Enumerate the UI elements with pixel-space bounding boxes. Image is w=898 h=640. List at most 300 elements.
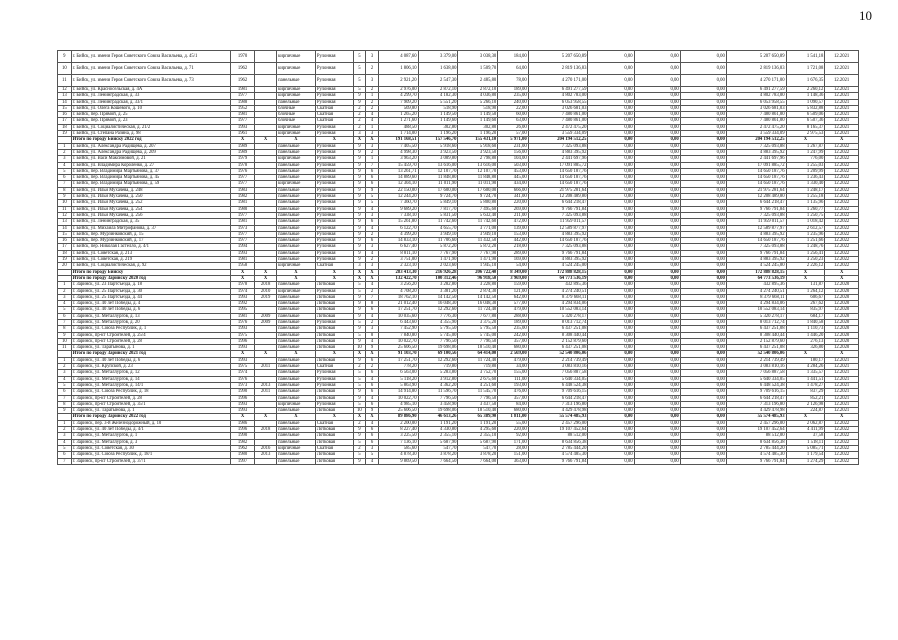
table-cell: 0,00 bbox=[680, 357, 726, 363]
table-cell: 0,00 bbox=[588, 307, 634, 313]
table-cell: 0,00 bbox=[588, 118, 634, 124]
table-cell: 8 308 440,44 bbox=[726, 332, 786, 338]
table-cell: 1 235,96 bbox=[786, 231, 825, 237]
table-cell: 171,00 bbox=[498, 439, 528, 445]
table-cell: 6 644 218,47 bbox=[528, 200, 588, 206]
table-cell: 4 574 485,30 bbox=[726, 452, 786, 458]
table-cell: 1996 bbox=[230, 395, 254, 401]
table-cell: 2013 bbox=[255, 382, 277, 388]
table-cell: 12.2022 bbox=[825, 187, 859, 193]
table-cell: 11 848,80 bbox=[418, 175, 458, 181]
table-cell: Рулонная bbox=[315, 238, 353, 244]
table-cell: 9 bbox=[353, 395, 366, 401]
table-cell: 2 bbox=[366, 105, 379, 111]
table-cell: 3 963,20 bbox=[378, 156, 418, 162]
table-cell: 6 509,06 bbox=[786, 112, 825, 118]
table-cell: 835,97 bbox=[786, 307, 825, 313]
table-cell: 1 274,29 bbox=[786, 458, 825, 464]
table-cell: 22 150,00 bbox=[378, 187, 418, 193]
table-body bbox=[58, 51, 859, 465]
table-cell: 9 766 791,84 bbox=[528, 206, 588, 212]
table-cell: 1974 bbox=[230, 370, 254, 376]
table-cell: Рулонная bbox=[315, 156, 353, 162]
table-cell: 5 971,00 bbox=[498, 137, 528, 143]
table-cell: г. Заринск, ул. 40 лет Победы, д. 6 bbox=[71, 307, 230, 313]
table-cell: 0,00 bbox=[634, 269, 680, 275]
table-cell: 2 569,00 bbox=[498, 351, 528, 357]
table-cell: 11 742,60 bbox=[458, 219, 498, 225]
table-cell: 2 975,53 bbox=[786, 131, 825, 137]
table-cell: 3 969,00 bbox=[498, 275, 528, 281]
table-cell: г. Бийск, ул. Владимира Короленко, д. 27 bbox=[71, 162, 230, 168]
table-cell: 52 540 806,06 bbox=[528, 351, 588, 357]
table-cell: г. Бийск, пер. Мурзинковский, д. 17 bbox=[71, 238, 230, 244]
table-cell: 0,00 bbox=[680, 332, 726, 338]
table-cell: 18 762,10 bbox=[378, 294, 418, 300]
table-cell: 12.2021 bbox=[825, 376, 859, 382]
table-cell: панельные bbox=[277, 364, 316, 370]
table-cell: 6 bbox=[58, 175, 72, 181]
table-cell: 0,00 bbox=[680, 445, 726, 451]
table-cell: 1 271,60 bbox=[378, 118, 418, 124]
table-cell: 12 208 489,80 bbox=[528, 194, 588, 200]
table-cell: Рулонная bbox=[315, 175, 353, 181]
table-cell: 14 650 187,76 bbox=[726, 168, 786, 174]
table-cell: г. Заринск, ул. Металлургов, д. 14 bbox=[71, 376, 230, 382]
table-cell: 0,00 bbox=[680, 231, 726, 237]
table-cell: 3 375,20 bbox=[458, 319, 498, 325]
table-cell: 0,00 bbox=[680, 257, 726, 263]
table-cell: 0,00 bbox=[634, 87, 680, 93]
table-cell: 10 022,70 bbox=[378, 338, 418, 344]
table-cell: 1 518,11 bbox=[786, 439, 825, 445]
table-cell: 2 260,12 bbox=[786, 87, 825, 93]
table-cell: 1 209,99 bbox=[786, 168, 825, 174]
table-cell: 7 136,10 bbox=[378, 439, 418, 445]
table-cell: 0,00 bbox=[588, 433, 634, 439]
table-cell: 3 083 810,16 bbox=[528, 364, 588, 370]
table-cell: 0,00 bbox=[588, 231, 634, 237]
table-cell: 18 510,40 bbox=[458, 345, 498, 351]
table-cell: 11 bbox=[58, 345, 72, 351]
table-cell: 269,00 bbox=[498, 206, 528, 212]
table-cell: 14 650 187,76 bbox=[528, 181, 588, 187]
table-cell: 5 bbox=[353, 319, 366, 325]
table-cell: 0,00 bbox=[634, 175, 680, 181]
table-cell: 0,00 bbox=[588, 238, 634, 244]
table-cell: панельные bbox=[277, 99, 316, 105]
table-cell: 12.2022 bbox=[825, 263, 859, 269]
table-cell: X bbox=[255, 137, 277, 143]
table-cell: г. Бийск, пер. Владимира Мартьянова, д. 37 bbox=[71, 168, 230, 174]
table-cell: 21 975 281,64 bbox=[726, 187, 786, 193]
table-cell: 9 bbox=[353, 307, 366, 313]
table-cell: 64 773 536,19 bbox=[528, 275, 588, 281]
table-cell: 12.2022 bbox=[825, 168, 859, 174]
table-cell: 9 bbox=[353, 250, 366, 256]
table-cell: 2 457 296,00 bbox=[528, 420, 588, 426]
table-cell: 479,00 bbox=[498, 307, 528, 313]
table-cell: 5 551,20 bbox=[418, 99, 458, 105]
table-cell: 3 437,50 bbox=[458, 401, 498, 407]
table-cell: 14 bbox=[58, 225, 72, 231]
table-cell: 14 833,10 bbox=[378, 238, 418, 244]
table-cell: 5 bbox=[353, 51, 366, 63]
table-cell: 8 349,00 bbox=[498, 269, 528, 275]
table-cell: 1993 bbox=[230, 250, 254, 256]
table-cell: г. Бийск, ул. Александра Радищева, д. 207 bbox=[71, 143, 230, 149]
table-cell: 5 831,50 bbox=[418, 212, 458, 218]
table-cell: 1995 bbox=[230, 307, 254, 313]
table-cell: 9 bbox=[353, 389, 366, 395]
table-cell: 2 bbox=[58, 364, 72, 370]
table-cell: 1993 bbox=[230, 294, 254, 300]
table-cell: 12 107,70 bbox=[458, 168, 498, 174]
table-cell: 0,00 bbox=[588, 225, 634, 231]
table-cell: г. Заринск, ул. 25 Партсъезда, д. 44 bbox=[71, 294, 230, 300]
table-cell: 12.2021 bbox=[825, 112, 859, 118]
table-cell: 0,00 bbox=[634, 162, 680, 168]
table-cell: 11 bbox=[58, 206, 72, 212]
table-cell: 9 bbox=[353, 338, 366, 344]
table-cell: Лотковая bbox=[315, 427, 353, 433]
table-cell: 7 360,70 bbox=[378, 200, 418, 206]
table-cell bbox=[255, 51, 277, 63]
table-cell: 9 bbox=[353, 231, 366, 237]
table-cell: 4 bbox=[58, 376, 72, 382]
table-cell: 7 325 093,88 bbox=[528, 212, 588, 218]
table-cell: X bbox=[255, 275, 277, 281]
table-cell: Рулонная bbox=[315, 257, 353, 263]
table-cell: 9 bbox=[353, 206, 366, 212]
table-cell: 0,00 bbox=[634, 156, 680, 162]
table-cell: 12.2022 bbox=[825, 181, 859, 187]
table-cell: г. Бийск, ул. Ленинградская, д. 35 bbox=[71, 219, 230, 225]
table-cell: 1 018,42 bbox=[786, 219, 825, 225]
table-cell: 0,00 bbox=[588, 364, 634, 370]
table-cell: панельные bbox=[277, 200, 316, 206]
table-cell: 12.2020 bbox=[825, 307, 859, 313]
table-cell: 0,00 bbox=[588, 156, 634, 162]
table-cell: 12.2020 bbox=[825, 332, 859, 338]
table-cell: 0,00 bbox=[634, 51, 680, 63]
table-cell: 4 036,80 bbox=[458, 93, 498, 99]
table-cell: 3 bbox=[58, 370, 72, 376]
table-cell: 1990 bbox=[230, 433, 254, 439]
table-cell: 4 294 834,06 bbox=[726, 301, 786, 307]
table-cell: X bbox=[366, 414, 379, 420]
table-cell: X bbox=[786, 275, 825, 281]
table-cell: г. Бийск, ул. Советская, д. 219 bbox=[71, 257, 230, 263]
table-cell: 12.2022 bbox=[825, 162, 859, 168]
table-cell: Лотковая bbox=[315, 452, 353, 458]
table-cell: 1 260,77 bbox=[786, 206, 825, 212]
table-cell: 9 bbox=[353, 181, 366, 187]
table-cell: панельные bbox=[277, 319, 316, 325]
table-cell: 1 bbox=[58, 143, 72, 149]
table-cell: 0,00 bbox=[634, 427, 680, 433]
table-cell: X bbox=[255, 269, 277, 275]
table-cell: 0,00 bbox=[588, 345, 634, 351]
table-cell: г. Заринск, ул. Союза Республик, д. 18 bbox=[71, 389, 230, 395]
table-cell: 5 632,40 bbox=[458, 212, 498, 218]
table-cell: 0,00 bbox=[634, 131, 680, 137]
table-cell: 0,00 bbox=[588, 376, 634, 382]
table-cell: 0,00 bbox=[588, 187, 634, 193]
table-cell: 0,00 bbox=[634, 275, 680, 281]
table-cell: 5 207 650,89 bbox=[726, 51, 786, 63]
table-cell: 6 644 218,47 bbox=[528, 395, 588, 401]
table-cell: 1 247,99 bbox=[786, 149, 825, 155]
table-cell: г. Бийск, ул. Ильи Мухачева, д. 250 bbox=[71, 194, 230, 200]
table-cell: 5 640 334,05 bbox=[528, 376, 588, 382]
table-cell: 5 745,00 bbox=[458, 332, 498, 338]
table-cell bbox=[255, 458, 277, 464]
table-cell: 12.2022 bbox=[825, 445, 859, 451]
table-cell: 0,00 bbox=[588, 131, 634, 137]
table-cell: 10 022,70 bbox=[378, 395, 418, 401]
table-cell: 7 495,60 bbox=[458, 206, 498, 212]
table-cell: 0,00 bbox=[634, 143, 680, 149]
table-cell: 218,00 bbox=[498, 244, 528, 250]
table-cell: панельные bbox=[277, 231, 316, 237]
table-cell: 5 bbox=[353, 382, 366, 388]
table-cell: 78,00 bbox=[498, 75, 528, 87]
table-cell: 7 405,50 bbox=[378, 143, 418, 149]
table-cell: 9 bbox=[353, 187, 366, 193]
table-cell: 0,00 bbox=[634, 439, 680, 445]
table-cell: 6 122,70 bbox=[378, 225, 418, 231]
table-cell: 9 bbox=[58, 332, 72, 338]
table-cell: 476,00 bbox=[498, 389, 528, 395]
table-cell: X bbox=[353, 351, 366, 357]
table-cell: 10 035,60 bbox=[378, 313, 418, 319]
table-cell: 12.2021 bbox=[825, 105, 859, 111]
table-cell: 0,00 bbox=[680, 294, 726, 300]
table-cell: 1981 bbox=[230, 200, 254, 206]
table-cell: 0,00 bbox=[634, 319, 680, 325]
table-cell: 4 429 478,98 bbox=[726, 408, 786, 414]
table-cell: 1988 bbox=[230, 99, 254, 105]
table-cell: X bbox=[315, 137, 353, 143]
table-cell: 5 872,20 bbox=[418, 244, 458, 250]
table-cell: 34,00 bbox=[498, 364, 528, 370]
table-cell: X bbox=[825, 414, 859, 420]
table-cell: 0,00 bbox=[680, 137, 726, 143]
table-cell: 0,00 bbox=[588, 63, 634, 75]
table-cell: 204 194 512,25 bbox=[528, 137, 588, 143]
table-cell: 1 840,58 bbox=[786, 319, 825, 325]
table-cell: 0,00 bbox=[588, 439, 634, 445]
page-number: 10 bbox=[859, 8, 872, 23]
table-cell: 7 bbox=[366, 162, 379, 168]
table-cell: 7 480 861,00 bbox=[528, 112, 588, 118]
table-cell: 6 437 251,08 bbox=[528, 345, 588, 351]
table-cell: 4 802 783,00 bbox=[528, 93, 588, 99]
table-cell: панельные bbox=[277, 212, 316, 218]
table-cell: 0,00 bbox=[634, 93, 680, 99]
table-cell: 193,00 bbox=[498, 382, 528, 388]
table-cell: 0,00 bbox=[680, 458, 726, 464]
table-cell: Лотковая bbox=[315, 345, 353, 351]
table-cell: 1 250,75 bbox=[786, 212, 825, 218]
table-cell: 0,00 bbox=[680, 63, 726, 75]
table-cell: 5 795,50 bbox=[458, 326, 498, 332]
table-cell: 2018 bbox=[255, 427, 277, 433]
table-cell: 9 bbox=[58, 408, 72, 414]
table-cell: 0,00 bbox=[588, 288, 634, 294]
table-cell: 12.2022 bbox=[825, 206, 859, 212]
table-cell: 12 bbox=[58, 212, 72, 218]
table-cell: 2 355,10 bbox=[458, 433, 498, 439]
table-cell: 0,00 bbox=[634, 433, 680, 439]
table-cell: 12 244,20 bbox=[378, 194, 418, 200]
table-cell: 9 689,20 bbox=[378, 206, 418, 212]
table-cell: 3 bbox=[366, 244, 379, 250]
table-cell: 3 949,10 bbox=[418, 231, 458, 237]
table-cell: 7 840,80 bbox=[378, 332, 418, 338]
table-cell: панельные bbox=[277, 238, 316, 244]
table-cell: 7 664,00 bbox=[458, 458, 498, 464]
table-cell: 837,29 bbox=[786, 389, 825, 395]
table-cell: г. Бийск, ул. Советская, д. 213 bbox=[71, 250, 230, 256]
table-cell: Рулонная bbox=[315, 376, 353, 382]
table-cell: г. Бийск, ул. Социалистическая, д. 92 bbox=[71, 263, 230, 269]
table-cell: 0,00 bbox=[680, 370, 726, 376]
table-cell: 0,00 bbox=[588, 427, 634, 433]
table-cell: 1 265,20 bbox=[378, 112, 418, 118]
table-cell: Итого по городу Заринску 2022 год bbox=[71, 414, 230, 420]
table-cell: 1 251,66 bbox=[786, 238, 825, 244]
table-cell: 4 330,80 bbox=[418, 427, 458, 433]
table-cell: 2 bbox=[366, 87, 379, 93]
table-cell: 5 800,80 bbox=[458, 200, 498, 206]
table-cell: 0,00 bbox=[680, 187, 726, 193]
table-cell: Рулонная bbox=[315, 149, 353, 155]
table-cell: Рулонная bbox=[315, 143, 353, 149]
table-cell: г. Бийск, пер. Прямой, д. 23 bbox=[71, 118, 230, 124]
table-cell: 0,00 bbox=[680, 319, 726, 325]
table-cell: 0,00 bbox=[634, 181, 680, 187]
table-cell: 11 724,40 bbox=[458, 307, 498, 313]
table-cell: 60,00 bbox=[498, 112, 528, 118]
table-cell: 0,00 bbox=[680, 382, 726, 388]
table-cell: 8 bbox=[58, 326, 72, 332]
table-cell: 0,00 bbox=[680, 427, 726, 433]
table-cell: 7 677,80 bbox=[458, 313, 498, 319]
table-cell: г. Бийск, ул. Михаила Митрофанова, д. 37 bbox=[71, 225, 230, 231]
table-cell: X bbox=[825, 269, 859, 275]
table-cell: 4 429 478,98 bbox=[528, 408, 588, 414]
table-cell: 1980 bbox=[230, 206, 254, 212]
table-cell: 11 545,70 bbox=[458, 389, 498, 395]
table-cell: 9 bbox=[366, 345, 379, 351]
table-cell: 7 313 196,80 bbox=[726, 401, 786, 407]
table-cell: 6 627,40 bbox=[378, 244, 418, 250]
table-cell: 9 bbox=[353, 168, 366, 174]
table-cell: 0,00 bbox=[634, 187, 680, 193]
table-cell: 55 574 485,93 bbox=[726, 414, 786, 420]
table-cell: 2 bbox=[366, 257, 379, 263]
table-cell: Рулонная bbox=[315, 181, 353, 187]
table-cell: 432 895,36 bbox=[726, 282, 786, 288]
table-cell: 2010 bbox=[255, 288, 277, 294]
table-cell: Итого по городу Бийску 2022 год bbox=[71, 137, 230, 143]
table-cell: 18 bbox=[58, 250, 72, 256]
table-cell: 1993 bbox=[230, 124, 254, 130]
table-cell: 9 766 791,84 bbox=[726, 458, 786, 464]
table-cell: 0,00 bbox=[634, 307, 680, 313]
table-cell: 189,00 bbox=[498, 87, 528, 93]
table-cell: 4 bbox=[366, 118, 379, 124]
table-cell: 569,80 bbox=[378, 105, 418, 111]
table-cell: X bbox=[255, 414, 277, 420]
table-cell: 7 313 196,80 bbox=[528, 401, 588, 407]
table-cell: 189,00 bbox=[498, 319, 528, 325]
table-cell: 1 196,20 bbox=[458, 131, 498, 137]
table-cell: X bbox=[230, 137, 254, 143]
table-cell: 0,00 bbox=[634, 149, 680, 155]
table-cell: 9 bbox=[353, 219, 366, 225]
table-cell: Рулонная bbox=[315, 93, 353, 99]
table-cell: Итого по городу Бийску bbox=[71, 269, 230, 275]
table-cell: 2013 bbox=[255, 452, 277, 458]
table-cell: 0,00 bbox=[634, 231, 680, 237]
table-cell: 96 918,50 bbox=[458, 275, 498, 281]
table-cell: Скатная bbox=[315, 105, 353, 111]
table-cell: 0,00 bbox=[588, 168, 634, 174]
table-cell: 0,00 bbox=[680, 206, 726, 212]
table-cell: 206 722,40 bbox=[458, 269, 498, 275]
table-cell: 9 bbox=[366, 408, 379, 414]
table-cell: 6 491 277,59 bbox=[528, 87, 588, 93]
table-cell: 1 149,60 bbox=[458, 118, 498, 124]
table-cell: 0,00 bbox=[588, 395, 634, 401]
table-cell: 12 107,70 bbox=[418, 168, 458, 174]
table-cell: 7 bbox=[58, 458, 72, 464]
table-cell: 1986 bbox=[230, 420, 254, 426]
table-cell: панельные bbox=[277, 439, 316, 445]
table-cell: панельные bbox=[277, 420, 316, 426]
table-cell: 4 708,20 bbox=[378, 288, 418, 294]
table-cell: 5 687,90 bbox=[458, 439, 498, 445]
table-cell: 2016 bbox=[255, 445, 277, 451]
table-cell: 65 389,90 bbox=[458, 414, 498, 420]
table-cell: 9 bbox=[353, 313, 366, 319]
table-cell: 100 312,46 bbox=[418, 275, 458, 281]
table-cell: 15 459,70 bbox=[378, 162, 418, 168]
table-cell: 13 616,00 bbox=[458, 162, 498, 168]
table-cell: 1983 bbox=[230, 187, 254, 193]
table-cell: 9 bbox=[353, 257, 366, 263]
table-cell: 7 776,30 bbox=[418, 313, 458, 319]
table-cell: панельные bbox=[277, 433, 316, 439]
table-cell: 18 bbox=[58, 124, 72, 130]
table-cell: 15 bbox=[58, 105, 72, 111]
table-cell: 503,00 bbox=[498, 162, 528, 168]
table-cell: 4 362,20 bbox=[418, 382, 458, 388]
table-cell: 92,00 bbox=[498, 433, 528, 439]
table-cell: 9 bbox=[353, 433, 366, 439]
table-cell: 4 883 395,92 bbox=[528, 149, 588, 155]
table-cell: 1 264,12 bbox=[786, 288, 825, 294]
table-cell: 6 437 251,08 bbox=[726, 326, 786, 332]
table-cell: 2 bbox=[366, 231, 379, 237]
table-cell: 12.2021 bbox=[825, 63, 859, 75]
table-cell: панельные bbox=[277, 332, 316, 338]
table-cell: панельные bbox=[277, 376, 316, 382]
table-cell: 1996 bbox=[230, 427, 254, 433]
